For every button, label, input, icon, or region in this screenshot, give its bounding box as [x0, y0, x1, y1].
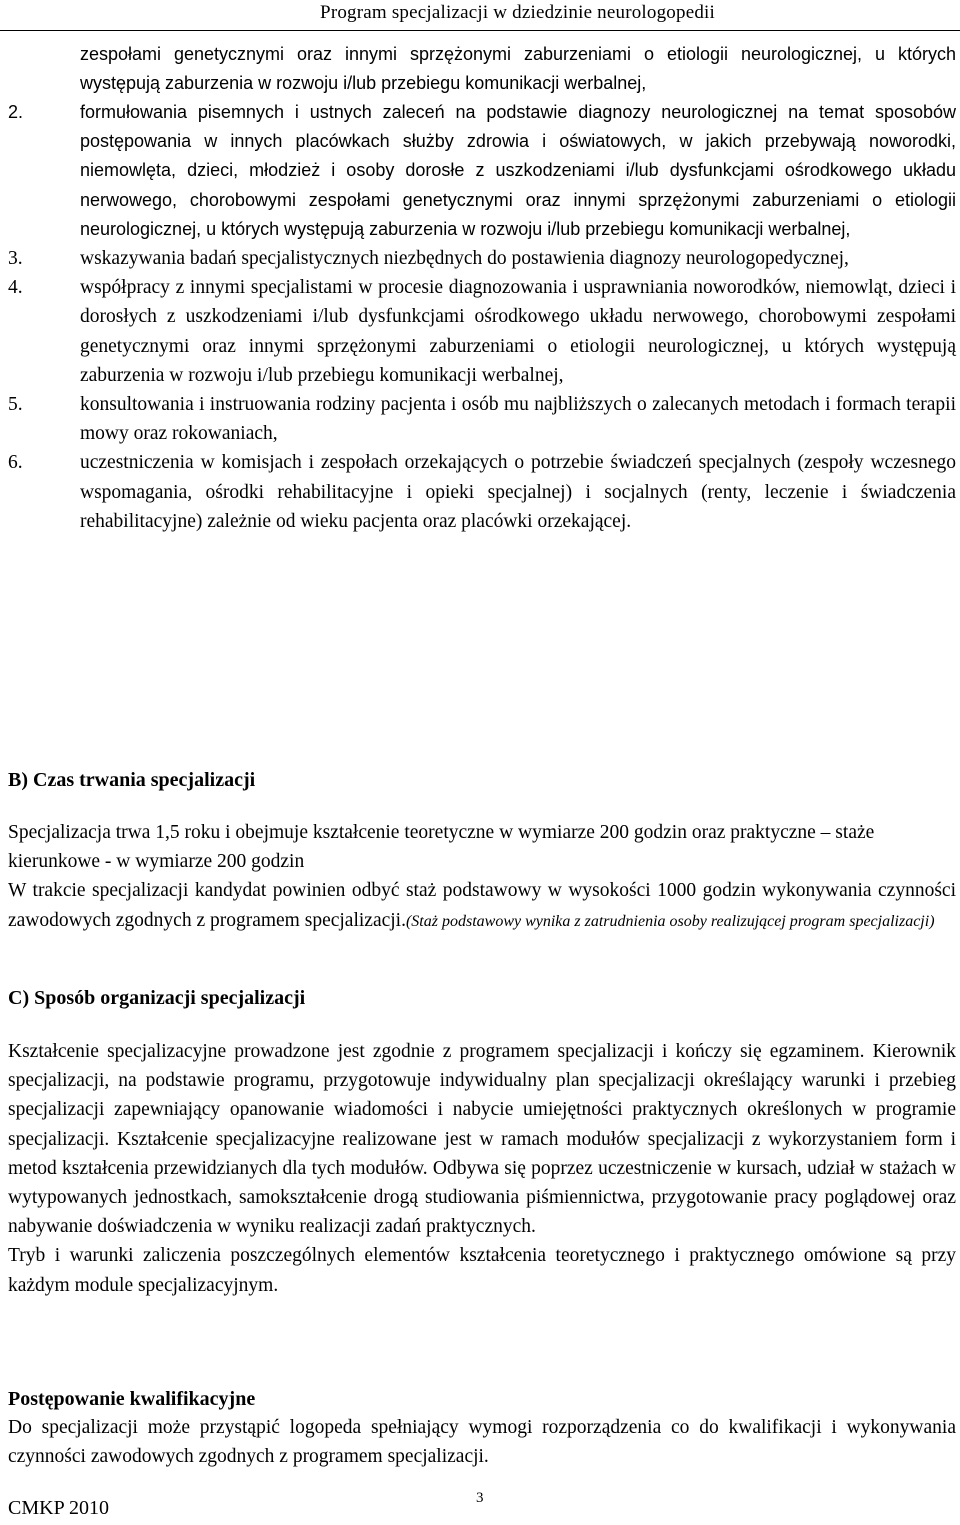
section-b-heading: B) Czas trwania specjalizacji: [8, 769, 256, 791]
section-c-paragraph-1: Kształcenie specjalizacyjne prowadzone jest zgodnie z programem specjalizacji i kończy się egzaminem. Kierownik specjalizacji, na podstawie programu, przygotowuje indywidualny plan specjalizacji określający warunki i przebieg specjalizacji zapewniający opanowanie wiadomości i nabycie umiejętności praktycznych określonych w programie specjalizacji. Kształcenie specjalizacyjne realizowane jest w ramach modułów specjalizacji z wykorzystaniem form i metod kształcenia przewidzianych dla tych modułów. Odbywa się poprzez uczestniczenie w kursach, udział w stażach w wytypowanych jednostkach, samokształcenie drogą studiowania piśmiennictwa, przygotowanie pracy poglądowej oraz nabywanie doświadczenia w wyniku realizacji zadań praktycznych.: [8, 1041, 956, 1238]
list-item-text: współpracy z innymi specjalistami w procesie diagnozowania i usprawniania noworodków, niemowląt, dzieci i dorosłych z uszkodzeniami i/lub dysfunkcjami ośrodkowego układu nerwowego, chorobowymi zespołami genetycznymi oraz innymi sprzężonymi zaburzeniami o etiologii neurologicznej, u których występują zaburzenia w rozwoju i/lub przebiegu komunikacji werbalnej,: [80, 277, 956, 386]
list-item: [8, 98, 956, 244]
section-c-text: [8, 1037, 956, 1300]
section-c-paragraph-2: Tryb i warunki zaliczenia poszczególnych elementów kształcenia teoretycznego i praktycznego omówione są przy każdym module specjalizacyjnym.: [8, 1245, 956, 1296]
qualification-paragraph: Do specjalizacji może przystąpić logopeda spełniający wymogi rozporządzenia co do kwalifikacji i wykonywania czynności zawodowych zgodnych z programem specjalizacji.: [8, 1417, 956, 1468]
list-item-number: 6.: [8, 452, 23, 474]
list-item-number: 3.: [8, 248, 23, 270]
list-item-text: uczestniczenia w komisjach i zespołach orzekających o potrzebie świadczeń specjalnych (zespoły wczesnego wspomagania, ośrodki rehabilitacyjne i opieki specjalnej) i socjalnych (renty, leczenie i świadczenia rehabilitacyjne) zależnie od wieku pacjenta oraz placówki orzekającej.: [80, 452, 956, 532]
section-b-paragraph-1: Specjalizacja trwa 1,5 roku i obejmuje kształcenie teoretyczne w wymiarze 200 godzin oraz praktyczne – staże kierunkowe - w wymiarze 200 godzin: [8, 822, 875, 873]
list-item: [8, 273, 956, 390]
footer-label: CMKP 2010: [8, 1497, 109, 1519]
section-c-heading: C) Sposób organizacji specjalizacji: [8, 987, 306, 1009]
qualification-heading: Postępowanie kwalifikacyjne: [8, 1388, 256, 1410]
list-item-text: konsultowania i instruowania rodziny pacjenta i osób mu najbliższych o zalecanych metodach i formach terapii mowy oraz rokowaniach,: [80, 394, 956, 445]
list-item-text: wskazywania badań specjalistycznych niezbędnych do postawienia diagnozy neurologopedycznej,: [80, 248, 849, 270]
list-item-number: 5.: [8, 394, 23, 416]
list-continuation: zespołami genetycznymi oraz innymi sprzężonymi zaburzeniami o etiologii neurologicznej, u których występują zaburzenia w rozwoju i/lub przebiegu komunikacji werbalnej,: [80, 44, 956, 94]
list-item: [8, 390, 956, 448]
list-item-number: 2.: [8, 102, 24, 122]
page-number: 3: [476, 1490, 484, 1506]
list-item-text: formułowania pisemnych i ustnych zaleceń na podstawie diagnozy neurologicznej na temat sposobów postępowania w innych placówkach służby zdrowia i oświatowych, w jakich przebywają noworodki, niemowlęta, dzieci, młodzież i osoby dorosłe z uszkodzeniami i/lub dysfunkcjami ośrodkowego układu nerwowego, chorobowymi zespołami genetycznymi oraz innymi sprzężonymi zaburzeniami o etiologii neurologicznej, u których występują zaburzenia w rozwoju i/lub przebiegu komunikacji werbalnej,: [80, 102, 956, 239]
list-item-number: 4.: [8, 277, 23, 299]
document-title: Program specjalizacji w dziedzinie neurologopedii: [320, 2, 715, 23]
numbered-list: [8, 98, 956, 536]
list-item: [8, 244, 956, 273]
section-b-note: (Staż podstawowy wynika z zatrudnienia osoby realizującej program specjalizacji): [405, 912, 935, 930]
list-item: [8, 448, 956, 536]
section-b-paragraph-2-text: W trakcie specjalizacji kandydat powinien odbyć staż podstawowy w wysokości 1000 godzin wykonywania czynności zawodowych zgodnych z programem specjalizacji.: [8, 880, 956, 931]
section-b-text: [8, 818, 956, 936]
section-b-paragraph-2: [8, 876, 956, 935]
page-header: [0, 0, 960, 31]
